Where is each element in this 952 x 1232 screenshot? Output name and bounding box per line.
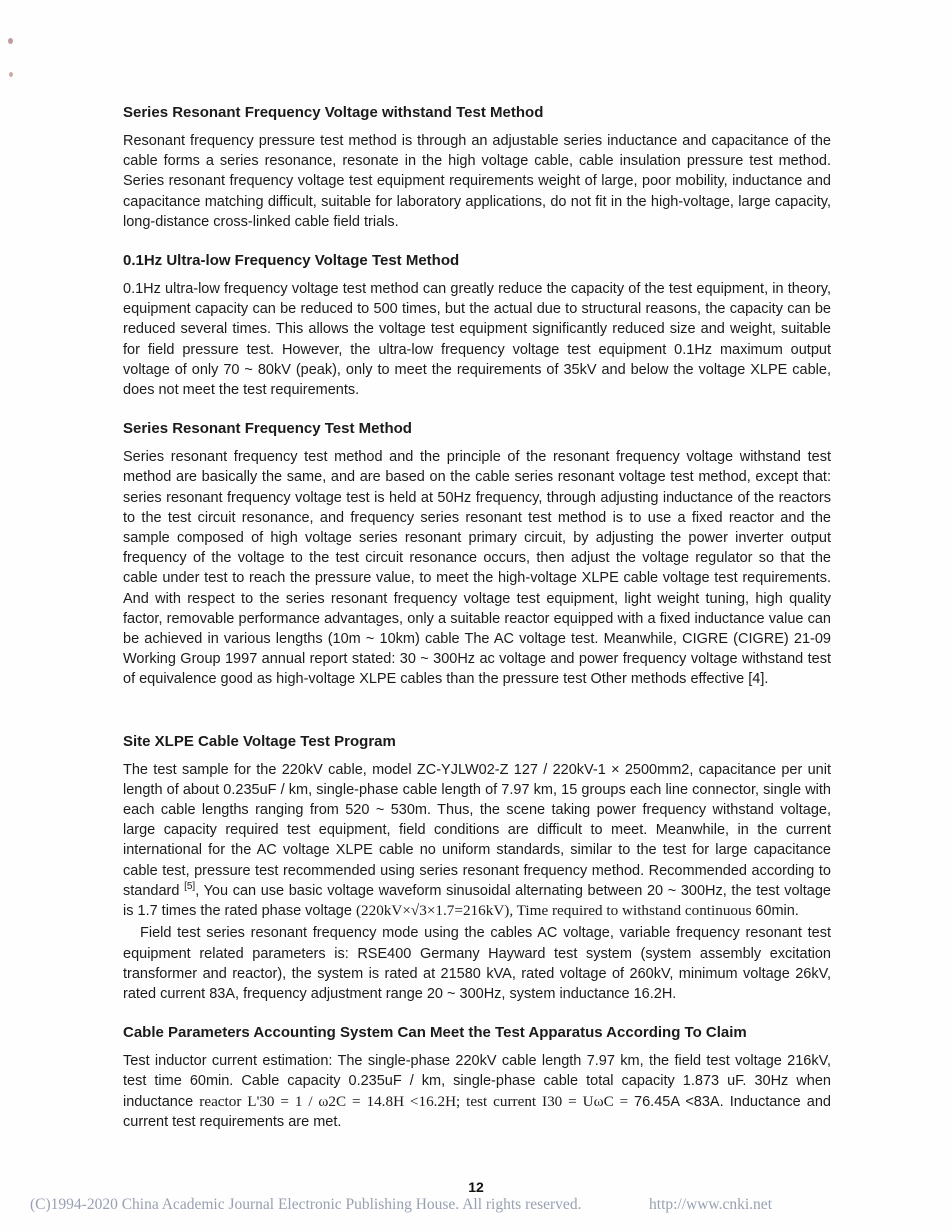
paragraph [123,1051,831,1132]
section-series-resonant-withstand [123,103,831,232]
text-run: Resonant frequency pressure test method is through an adjustable series inductance and capacitance of the cable forms a series resonance, resonate in the high voltage cable, cable insulation pressure test method. Series resonant frequency voltage test equipment requirements weight of large, poor mobility, inductance and capacitance matching difficult, suitable for laboratory applications, do not fit in the high-voltage, large capacity, long-distance cross-linked cable field trials. [123,133,831,230]
section-heading: Series Resonant Frequency Voltage withstand Test Method [123,104,544,121]
text-run: 60min. [755,903,799,920]
page-footer [30,1196,772,1214]
section-heading: 0.1Hz Ultra-low Frequency Voltage Test Method [123,252,460,270]
paragraph [123,131,831,232]
section-series-resonant-test [123,419,831,689]
section-heading: Series Resonant Frequency Test Method [123,420,412,438]
paragraph [123,760,831,922]
section-cable-parameters-accounting [123,1023,831,1132]
paragraph [123,279,831,400]
formula-run: (220kV×√3×1.7=216kV), Time required to withstand continuous [355,902,756,920]
copyright-text: (C)1994-2020 China Academic Journal Electronic Publishing House. All rights reserved. [30,1196,582,1213]
text-run: 76.45A <83A. Inductance and current test requirements are met. [123,1093,831,1130]
text-run: 0.1Hz ultra-low frequency voltage test method can greatly reduce the capacity of the test equipment, in theory, equipment capacity can be reduced to 500 times, but the actual due to structural reasons, the capacity can be reduced several times. This allows the voltage test equipment significantly reduced size and weight, suitable for field pressure test. However, the ultra-low frequency voltage test equipment 0.1Hz maximum output voltage of only 70 ~ 80kV (peak), only to meet the requirements of 35kV and below the voltage XLPE cable, does not meet the test requirements. [123,281,831,399]
text-run: Field test series resonant frequency mode using the cables AC voltage, variable frequency resonant test equipment related parameters is: RSE400 Germany Hayward test system (system assembly excitation transformer and reactor), the system is rated at 21580 kVA, rated voltage of 260kV, minimum voltage 26kV, rated current 83A, frequency adjustment range 20 ~ 300Hz, system inductance 16.2H. [123,925,831,1002]
text-run: The test sample for the 220kV cable, model ZC-YJLW02-Z 127 / 220kV-1 × 2500mm2, capacitance per unit length of about 0.235uF / km, single-phase cable length of 7.97 km, 15 groups each line connector, single with each cable lengths ranging from 520 ~ 530m. Thus, the scene taking power frequency withstand voltage, large capacity required test equipment, field conditions are difficult to meet. Meanwhile, in the current international for the AC voltage XLPE cable no uniform standards, similar to the test for large capacitance cable test, pressure test recommended using series resonant frequency method. Recommended according to standard [123,761,831,899]
paragraph [123,923,831,1004]
page-number: 12 [468,1179,484,1195]
paragraph [123,447,831,689]
section-heading: Site XLPE Cable Voltage Test Program [123,732,396,750]
text-run: Test inductor current estimation: The single-phase 220kV cable length 7.97 km, the field test voltage 216kV, test time 60min. Cable capacity 0.235uF / km, single-phase cable total capacity 1.873 uF. 30Hz when inductance [123,1053,831,1110]
section-site-xlpe-test-program [123,732,831,1004]
formula-run: reactor L'30 = 1 / ω2C = 14.8H <16.2H; test current I30 = UωC = [199,1092,635,1110]
page-content [123,103,831,1134]
footer-url: http://www.cnki.net [649,1196,772,1213]
section-ultra-low-frequency [123,251,831,400]
section-heading: Cable Parameters Accounting System Can Meet the Test Apparatus According To Claim [123,1024,747,1042]
scan-artifact [9,72,13,77]
citation-superscript: [5] [184,881,196,893]
text-run: , You can use basic voltage waveform sinusoidal alternating between 20 ~ 300Hz, the test voltage is 1.7 times the rated phase voltage [123,882,831,920]
text-run: Series resonant frequency test method and the principle of the resonant frequency voltage withstand test method are basically the same, and are based on the cable series resonant voltage test method, except that: series resonant frequency voltage test is held at 50Hz frequency, through adjusting inductance of the reactors to the test circuit resonance, and frequency series resonant test method is to use a fixed reactor and the sample composed of high voltage series resonant primary circuit, by adjusting the power inverter output frequency of the voltage to the test circuit resonance occurs, then adjust the voltage regulator so that the cable under test to reach the pressure value, to meet the high-voltage XLPE cable voltage test requirements. And with respect to the series resonant frequency voltage test equipment, light weight tuning, high quality factor, removable performance advantages, only a suitable reactor equipped with a fixed inductance value can be achieved in various lengths (10m ~ 10km) cable The AC voltage test. Meanwhile, CIGRE (CIGRE) 21-09 Working Group 1997 annual report stated: 30 ~ 300Hz ac voltage and power frequency voltage withstand test of equivalence good as high-voltage XLPE cables than the pressure test Other methods effective [4]. [123,449,831,688]
scan-artifact [8,38,13,44]
